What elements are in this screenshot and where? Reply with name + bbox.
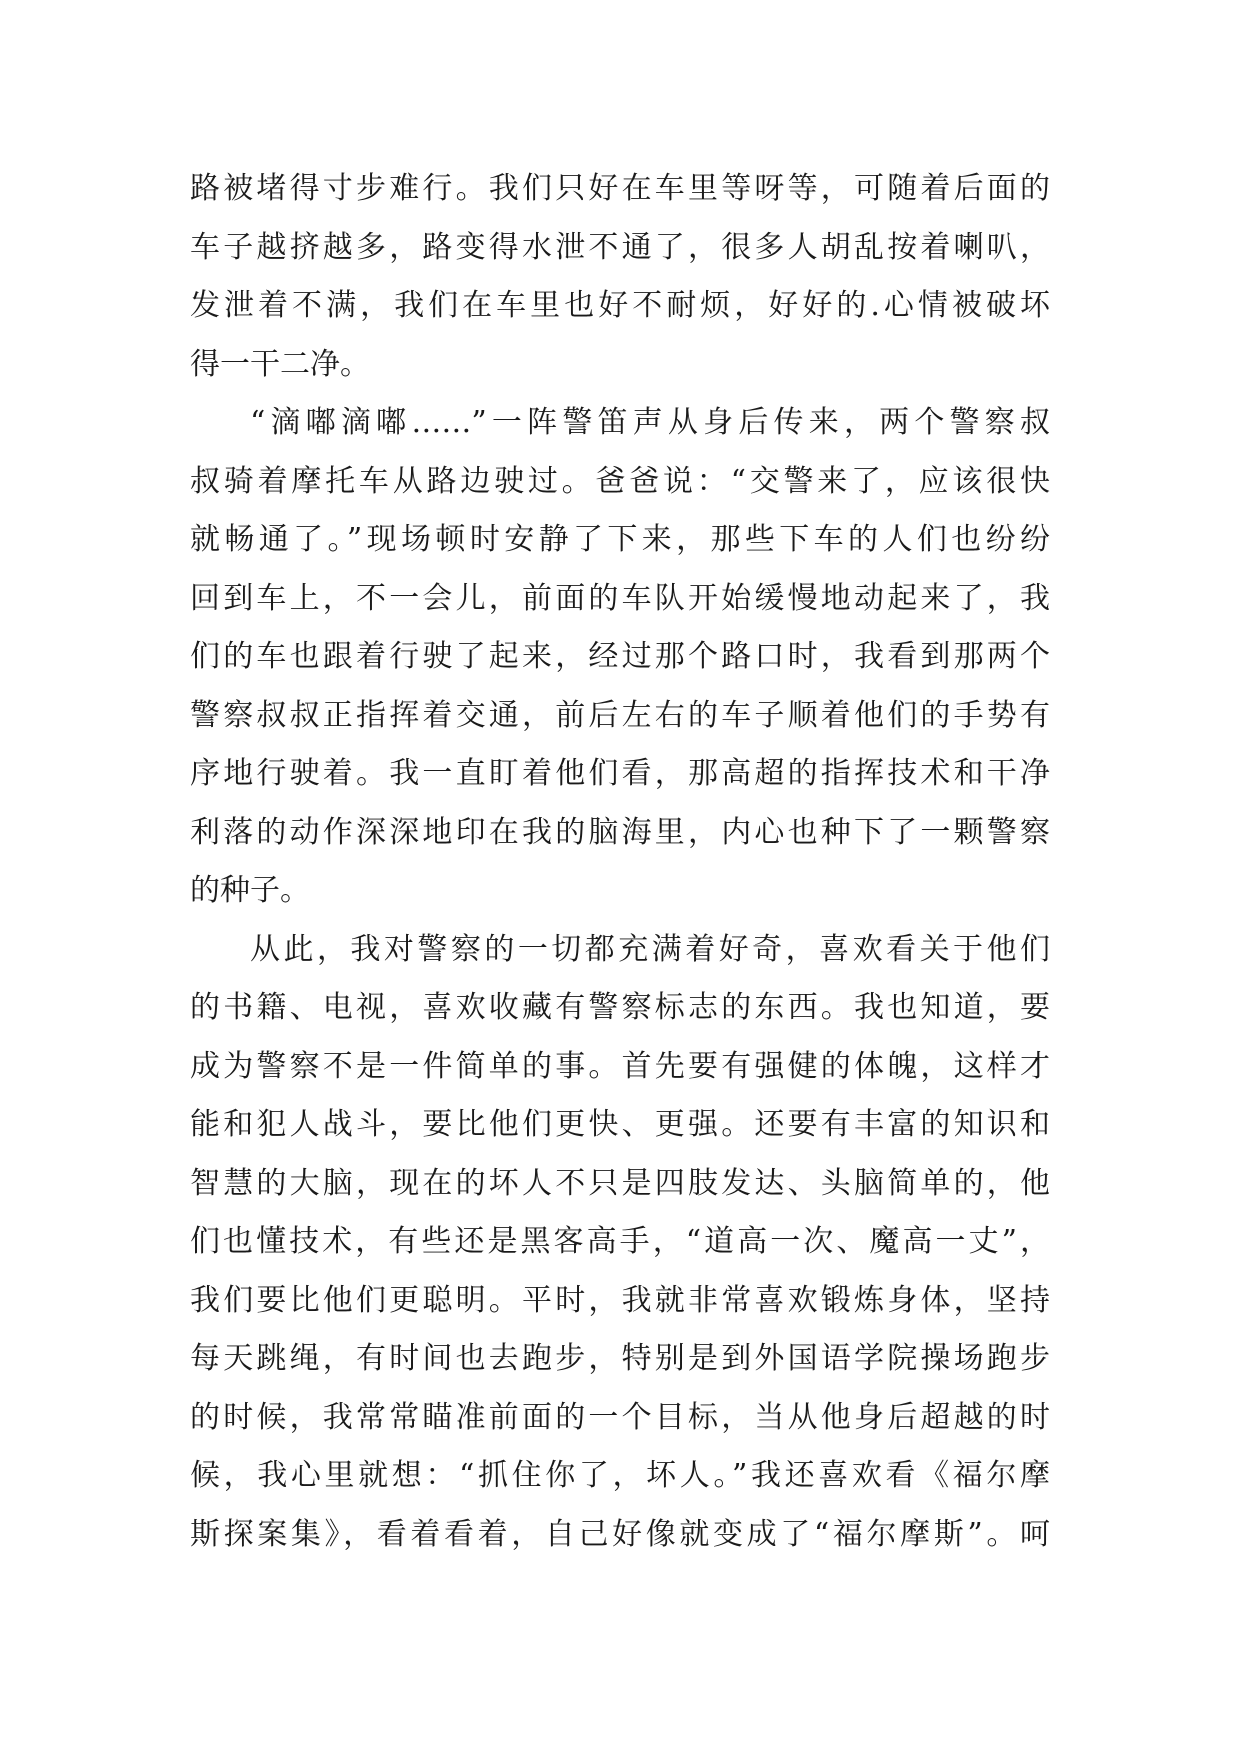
text-line: 们也懂技术，有些还是黑客高手，“道高一次、魔高一丈”， bbox=[190, 1224, 1050, 1259]
text-line: 的种子。 bbox=[190, 873, 310, 908]
text-line: 得一干二净。 bbox=[190, 346, 370, 382]
text-line: 车子越挤越多，路变得水泄不通了，很多人胡乱按着喇叭， bbox=[190, 229, 1050, 265]
text-line: 发泄着不满，我们在车里也好不耐烦，好好的.心情被破坏 bbox=[190, 288, 1050, 323]
text-line: 成为警察不是一件简单的事。首先要有强健的体魄，这样才 bbox=[190, 1048, 1050, 1084]
text-line: “滴嘟滴嘟……”一阵警笛声从身后传来，两个警察叔 bbox=[250, 405, 1050, 440]
text-line: 就畅通了。”现场顿时安静了下来，那些下车的人们也纷纷 bbox=[190, 522, 1050, 557]
text-line: 回到车上，不一会儿，前面的车队开始缓慢地动起来了，我 bbox=[190, 580, 1050, 616]
text-line: 路被堵得寸步难行。我们只好在车里等呀等，可随着后面的 bbox=[190, 171, 1050, 206]
text-line: 利落的动作深深地印在我的脑海里，内心也种下了一颗警察 bbox=[190, 814, 1050, 850]
text-line: 的时候，我常常瞄准前面的一个目标，当从他身后超越的时 bbox=[190, 1399, 1050, 1435]
text-line: 我们要比他们更聪明。平时，我就非常喜欢锻炼身体，坚持 bbox=[190, 1282, 1050, 1318]
text-line: 从此，我对警察的一切都充满着好奇，喜欢看关于他们 bbox=[250, 931, 1050, 967]
text-line: 能和犯人战斗，要比他们更快、更强。还要有丰富的知识和 bbox=[190, 1107, 1050, 1142]
text-line: 候，我心里就想：“抓住你了，坏人。”我还喜欢看《福尔摩 bbox=[190, 1458, 1050, 1493]
text-line: 智慧的大脑，现在的坏人不只是四肢发达、头脑简单的，他 bbox=[190, 1165, 1050, 1201]
text-line: 每天跳绳，有时间也去跑步，特别是到外国语学院操场跑步 bbox=[190, 1341, 1050, 1376]
text-line: 们的车也跟着行驶了起来，经过那个路口时，我看到那两个 bbox=[190, 639, 1050, 674]
text-line: 序地行驶着。我一直盯着他们看，那高超的指挥技术和干净 bbox=[190, 756, 1050, 791]
text-line: 警察叔叔正指挥着交通，前后左右的车子顺着他们的手势有 bbox=[190, 697, 1050, 733]
text-line: 斯探案集》，看着看着，自己好像就变成了“福尔摩斯”。呵 bbox=[190, 1516, 1050, 1552]
document-body bbox=[190, 160, 1050, 1564]
text-line: 叔骑着摩托车从路边驶过。爸爸说：“交警来了，应该很快 bbox=[190, 463, 1050, 499]
text-line: 的书籍、电视，喜欢收藏有警察标志的东西。我也知道，要 bbox=[190, 990, 1050, 1025]
